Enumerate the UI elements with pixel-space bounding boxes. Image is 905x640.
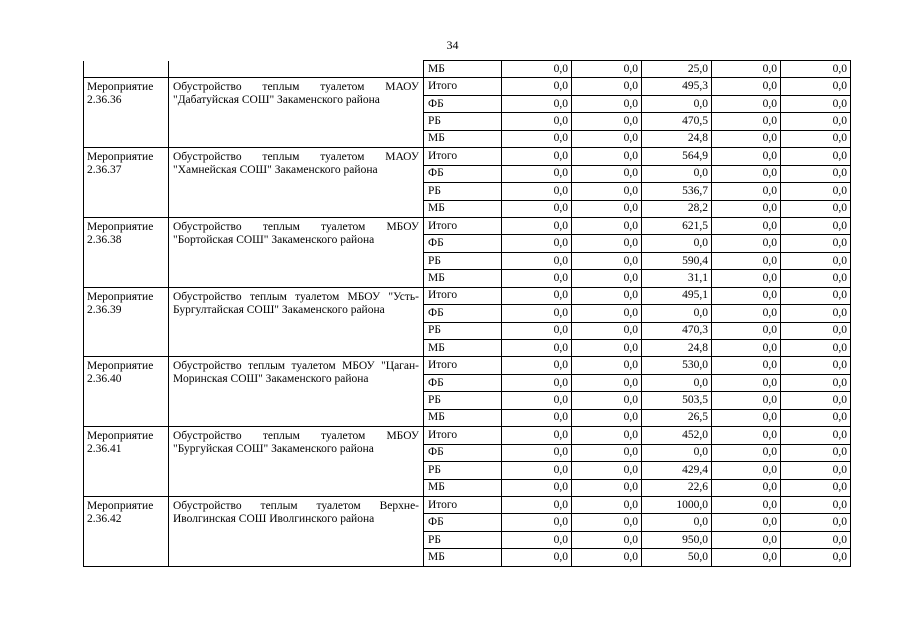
amount-cell: 0,0: [712, 462, 781, 479]
measure-code: Мероприятие 2.36.36: [84, 78, 169, 148]
amount-cell: 0,0: [712, 130, 781, 147]
amount-cell: 0,0: [502, 235, 572, 252]
amount-cell: 0,0: [642, 95, 712, 112]
table-row: [84, 496, 851, 513]
funding-source: Итого: [424, 78, 502, 95]
table-row: [84, 61, 851, 78]
amount-cell: 0,0: [572, 235, 642, 252]
amount-cell: 0,0: [712, 531, 781, 548]
amount-cell: 0,0: [712, 217, 781, 234]
table-row: [84, 357, 851, 374]
amount-cell: 0,0: [572, 252, 642, 269]
amount-cell: 0,0: [781, 113, 851, 130]
amount-cell: 0,0: [572, 270, 642, 287]
amount-cell: 0,0: [572, 287, 642, 304]
amount-cell: 0,0: [502, 113, 572, 130]
measure-code: Мероприятие 2.36.37: [84, 148, 169, 218]
amount-cell: 0,0: [712, 113, 781, 130]
amount-cell: 0,0: [502, 322, 572, 339]
table-row: [84, 217, 851, 234]
table-row: [84, 427, 851, 444]
funding-source: Итого: [424, 427, 502, 444]
amount-cell: 0,0: [712, 357, 781, 374]
table-body: [84, 61, 851, 567]
amount-cell: 0,0: [502, 130, 572, 147]
funding-source: РБ: [424, 252, 502, 269]
amount-cell: 0,0: [502, 357, 572, 374]
amount-cell: 0,0: [572, 374, 642, 391]
amount-cell: 0,0: [781, 444, 851, 461]
funding-source: ФБ: [424, 374, 502, 391]
amount-cell: 0,0: [781, 462, 851, 479]
amount-cell: 0,0: [572, 427, 642, 444]
funding-source: Итого: [424, 217, 502, 234]
amount-cell: 0,0: [642, 514, 712, 531]
measure-code: Мероприятие 2.36.42: [84, 496, 169, 566]
amount-cell: 0,0: [781, 514, 851, 531]
funding-source: РБ: [424, 462, 502, 479]
amount-cell: 0,0: [572, 200, 642, 217]
amount-cell: 621,5: [642, 217, 712, 234]
funding-source: МБ: [424, 61, 502, 78]
amount-cell: 24,8: [642, 340, 712, 357]
amount-cell: 0,0: [502, 183, 572, 200]
amount-cell: 0,0: [502, 165, 572, 182]
funding-source: МБ: [424, 409, 502, 426]
continued-code-cell: [84, 61, 169, 78]
amount-cell: 0,0: [502, 374, 572, 391]
amount-cell: 0,0: [572, 165, 642, 182]
funding-source: ФБ: [424, 165, 502, 182]
funding-source: ФБ: [424, 514, 502, 531]
amount-cell: 0,0: [572, 549, 642, 566]
amount-cell: 0,0: [502, 392, 572, 409]
table-row: [84, 148, 851, 165]
amount-cell: 24,8: [642, 130, 712, 147]
measure-name: Обустройство теплым туалетом Верхне-Иволгинская СОШ Иволгинского района: [169, 496, 424, 566]
measure-code: Мероприятие 2.36.38: [84, 217, 169, 287]
amount-cell: 0,0: [712, 61, 781, 78]
funding-source: МБ: [424, 130, 502, 147]
funding-source: РБ: [424, 531, 502, 548]
amount-cell: 470,5: [642, 113, 712, 130]
amount-cell: 590,4: [642, 252, 712, 269]
funding-source: МБ: [424, 200, 502, 217]
measure-code: Мероприятие 2.36.39: [84, 287, 169, 357]
amount-cell: 0,0: [572, 130, 642, 147]
amount-cell: 0,0: [502, 287, 572, 304]
amount-cell: 0,0: [572, 113, 642, 130]
amount-cell: 0,0: [781, 183, 851, 200]
measure-code: Мероприятие 2.36.41: [84, 427, 169, 497]
funding-source: Итого: [424, 496, 502, 513]
amount-cell: 470,3: [642, 322, 712, 339]
amount-cell: 0,0: [781, 165, 851, 182]
amount-cell: 0,0: [712, 165, 781, 182]
amount-cell: 0,0: [502, 78, 572, 95]
amount-cell: 0,0: [781, 217, 851, 234]
amount-cell: 0,0: [712, 322, 781, 339]
measure-name: Обустройство теплым туалетом МАОУ "Дабатуйская СОШ" Закаменского района: [169, 78, 424, 148]
amount-cell: 0,0: [502, 444, 572, 461]
amount-cell: 0,0: [781, 200, 851, 217]
amount-cell: 0,0: [781, 287, 851, 304]
amount-cell: 0,0: [781, 549, 851, 566]
budget-table: [83, 60, 851, 567]
amount-cell: 564,9: [642, 148, 712, 165]
amount-cell: 0,0: [712, 340, 781, 357]
amount-cell: 0,0: [642, 305, 712, 322]
amount-cell: 0,0: [502, 531, 572, 548]
amount-cell: 0,0: [642, 165, 712, 182]
amount-cell: 0,0: [572, 78, 642, 95]
amount-cell: 0,0: [781, 374, 851, 391]
funding-source: МБ: [424, 270, 502, 287]
amount-cell: 0,0: [712, 235, 781, 252]
amount-cell: 0,0: [712, 200, 781, 217]
amount-cell: 0,0: [642, 235, 712, 252]
amount-cell: 0,0: [572, 496, 642, 513]
amount-cell: 0,0: [712, 444, 781, 461]
amount-cell: 0,0: [572, 409, 642, 426]
amount-cell: 0,0: [781, 270, 851, 287]
amount-cell: 0,0: [572, 462, 642, 479]
funding-source: МБ: [424, 340, 502, 357]
amount-cell: 0,0: [781, 427, 851, 444]
amount-cell: 0,0: [781, 305, 851, 322]
amount-cell: 0,0: [781, 148, 851, 165]
amount-cell: 0,0: [572, 531, 642, 548]
amount-cell: 0,0: [502, 514, 572, 531]
amount-cell: 0,0: [781, 531, 851, 548]
amount-cell: 530,0: [642, 357, 712, 374]
amount-cell: 0,0: [712, 183, 781, 200]
amount-cell: 25,0: [642, 61, 712, 78]
amount-cell: 0,0: [502, 200, 572, 217]
amount-cell: 0,0: [502, 409, 572, 426]
funding-source: ФБ: [424, 305, 502, 322]
funding-source: ФБ: [424, 444, 502, 461]
amount-cell: 495,3: [642, 78, 712, 95]
amount-cell: 0,0: [781, 340, 851, 357]
amount-cell: 0,0: [572, 340, 642, 357]
funding-source: МБ: [424, 479, 502, 496]
amount-cell: 950,0: [642, 531, 712, 548]
amount-cell: 0,0: [781, 479, 851, 496]
amount-cell: 0,0: [572, 479, 642, 496]
amount-cell: 0,0: [712, 409, 781, 426]
funding-source: РБ: [424, 392, 502, 409]
amount-cell: 536,7: [642, 183, 712, 200]
amount-cell: 22,6: [642, 479, 712, 496]
funding-source: ФБ: [424, 95, 502, 112]
amount-cell: 0,0: [572, 322, 642, 339]
amount-cell: 0,0: [572, 392, 642, 409]
amount-cell: 0,0: [781, 235, 851, 252]
amount-cell: 26,5: [642, 409, 712, 426]
measure-name: Обустройство теплым туалетом МБОУ "Цаган-Моринская СОШ" Закаменского района: [169, 357, 424, 427]
amount-cell: 0,0: [572, 61, 642, 78]
amount-cell: 0,0: [572, 444, 642, 461]
table-row: [84, 287, 851, 304]
amount-cell: 0,0: [502, 95, 572, 112]
amount-cell: 0,0: [712, 427, 781, 444]
measure-code: Мероприятие 2.36.40: [84, 357, 169, 427]
amount-cell: 0,0: [502, 549, 572, 566]
amount-cell: 31,1: [642, 270, 712, 287]
amount-cell: 0,0: [502, 340, 572, 357]
amount-cell: 1000,0: [642, 496, 712, 513]
continued-name-cell: [169, 61, 424, 78]
amount-cell: 0,0: [712, 392, 781, 409]
funding-source: Итого: [424, 287, 502, 304]
amount-cell: 0,0: [712, 78, 781, 95]
amount-cell: 0,0: [572, 148, 642, 165]
amount-cell: 0,0: [502, 217, 572, 234]
amount-cell: 0,0: [572, 217, 642, 234]
amount-cell: 0,0: [781, 392, 851, 409]
amount-cell: 0,0: [781, 78, 851, 95]
amount-cell: 0,0: [712, 496, 781, 513]
amount-cell: 0,0: [712, 270, 781, 287]
amount-cell: 0,0: [781, 322, 851, 339]
funding-source: РБ: [424, 113, 502, 130]
funding-source: РБ: [424, 183, 502, 200]
measure-name: Обустройство теплым туалетом МБОУ "Бургуйская СОШ" Закаменского района: [169, 427, 424, 497]
amount-cell: 0,0: [502, 479, 572, 496]
amount-cell: 0,0: [642, 374, 712, 391]
amount-cell: 0,0: [502, 496, 572, 513]
table-row: [84, 78, 851, 95]
amount-cell: 0,0: [502, 427, 572, 444]
amount-cell: 0,0: [781, 357, 851, 374]
amount-cell: 0,0: [781, 61, 851, 78]
amount-cell: 452,0: [642, 427, 712, 444]
amount-cell: 429,4: [642, 462, 712, 479]
amount-cell: 50,0: [642, 549, 712, 566]
amount-cell: 0,0: [502, 270, 572, 287]
amount-cell: 0,0: [712, 374, 781, 391]
amount-cell: 0,0: [502, 61, 572, 78]
amount-cell: 0,0: [712, 95, 781, 112]
amount-cell: 0,0: [502, 462, 572, 479]
amount-cell: 0,0: [502, 252, 572, 269]
funding-source: РБ: [424, 322, 502, 339]
measure-name: Обустройство теплым туалетом МБОУ "Бортойская СОШ" Закаменского района: [169, 217, 424, 287]
amount-cell: 0,0: [572, 514, 642, 531]
measure-name: Обустройство теплым туалетом МБОУ "Усть-Бургултайская СОШ" Закаменского района: [169, 287, 424, 357]
amount-cell: 0,0: [572, 183, 642, 200]
amount-cell: 0,0: [572, 305, 642, 322]
funding-source: Итого: [424, 148, 502, 165]
amount-cell: 0,0: [781, 496, 851, 513]
amount-cell: 28,2: [642, 200, 712, 217]
amount-cell: 0,0: [502, 305, 572, 322]
amount-cell: 0,0: [781, 252, 851, 269]
amount-cell: 0,0: [781, 130, 851, 147]
amount-cell: 0,0: [712, 479, 781, 496]
measure-name: Обустройство теплым туалетом МАОУ "Хамнейская СОШ" Закаменского района: [169, 148, 424, 218]
amount-cell: 0,0: [712, 252, 781, 269]
amount-cell: 0,0: [712, 148, 781, 165]
funding-source: Итого: [424, 357, 502, 374]
amount-cell: 0,0: [572, 357, 642, 374]
page-number: 34: [446, 38, 459, 52]
amount-cell: 0,0: [781, 409, 851, 426]
amount-cell: 0,0: [712, 287, 781, 304]
amount-cell: 0,0: [502, 148, 572, 165]
amount-cell: 503,5: [642, 392, 712, 409]
amount-cell: 495,1: [642, 287, 712, 304]
funding-source: МБ: [424, 549, 502, 566]
amount-cell: 0,0: [572, 95, 642, 112]
amount-cell: 0,0: [712, 514, 781, 531]
funding-source: ФБ: [424, 235, 502, 252]
amount-cell: 0,0: [781, 95, 851, 112]
amount-cell: 0,0: [712, 305, 781, 322]
amount-cell: 0,0: [642, 444, 712, 461]
amount-cell: 0,0: [712, 549, 781, 566]
